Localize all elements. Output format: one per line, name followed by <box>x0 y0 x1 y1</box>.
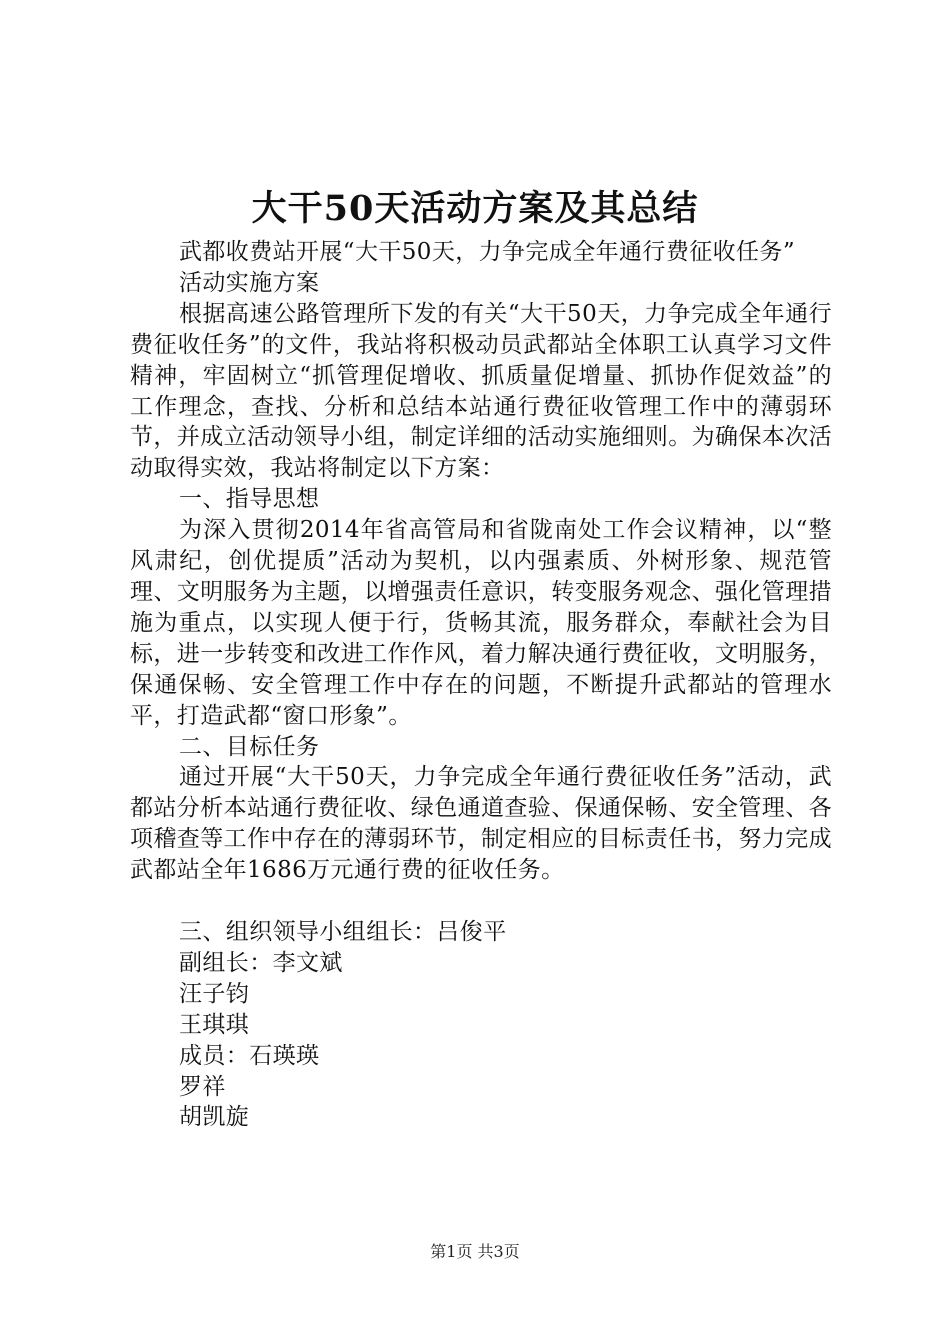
document-title: 大干50天活动方案及其总结 <box>251 188 699 229</box>
document-body <box>130 237 832 1133</box>
paragraph-intro: 武都收费站开展“大干50天，力争完成全年通行费征收任务” <box>179 239 795 265</box>
paragraph-plan-heading: 活动实施方案 <box>179 269 320 296</box>
section-heading-goals: 二、目标任务 <box>179 733 320 760</box>
leadership-member-line: 王琪琪 <box>179 1011 250 1038</box>
paragraph-goals: 通过开展“大干50天，力争完成全年通行费征收任务”活动，武都站分析本站通行费征收、绿色通道查验、保通保畅、安全管理、各项稽查等工作中存在的薄弱环节，制定相应的目标责任书，努力完成武都站全年1686万元通行费的征收任务。 <box>130 764 832 884</box>
leadership-members: 成员：石瑛瑛 <box>179 1042 320 1069</box>
paragraph-guiding-thought: 为深入贯彻2014年省高管局和省陇南处工作会议精神，以“整风肃纪，创优提质”活动为契机，以内强素质、外树形象、规范管理、文明服务为主题，以增强责任意识，转变服务观念、强化管理措施为重点，以实现人便于行，货畅其流，服务群众，奉献社会为目标，进一步转变和改进工作作风，着力解决通行费征收，文明服务，保通保畅、安全管理工作中存在的问题，不断提升武都站的管理水平，打造武都“窗口形象”。 <box>130 517 832 729</box>
section-heading-leadership: 三、组织领导小组组长：吕俊平 <box>179 919 507 946</box>
paragraph-background: 根据高速公路管理所下发的有关“大干50天，力争完成全年通行费征收任务”的文件，我站将积极动员武都站全体职工认真学习文件精神，牢固树立“抓管理促增收、抓质量促增量、抓协作促效益”的工作理念，查找、分析和总结本站通行费征收管理工作中的薄弱环节，并成立活动领导小组，制定详细的活动实施细则。为确保本次活动取得实效，我站将制定以下方案： <box>130 300 832 482</box>
leadership-member-line: 罗祥 <box>179 1073 226 1100</box>
paragraph-gap <box>130 886 832 917</box>
leadership-member-line: 胡凯旋 <box>179 1104 250 1131</box>
leadership-deputy: 副组长：李文斌 <box>179 949 343 976</box>
section-heading-guiding-thought: 一、指导思想 <box>179 486 320 513</box>
leadership-member-line: 汪子钧 <box>179 980 250 1007</box>
page-footer: 第1页 共3页 <box>430 1242 520 1261</box>
